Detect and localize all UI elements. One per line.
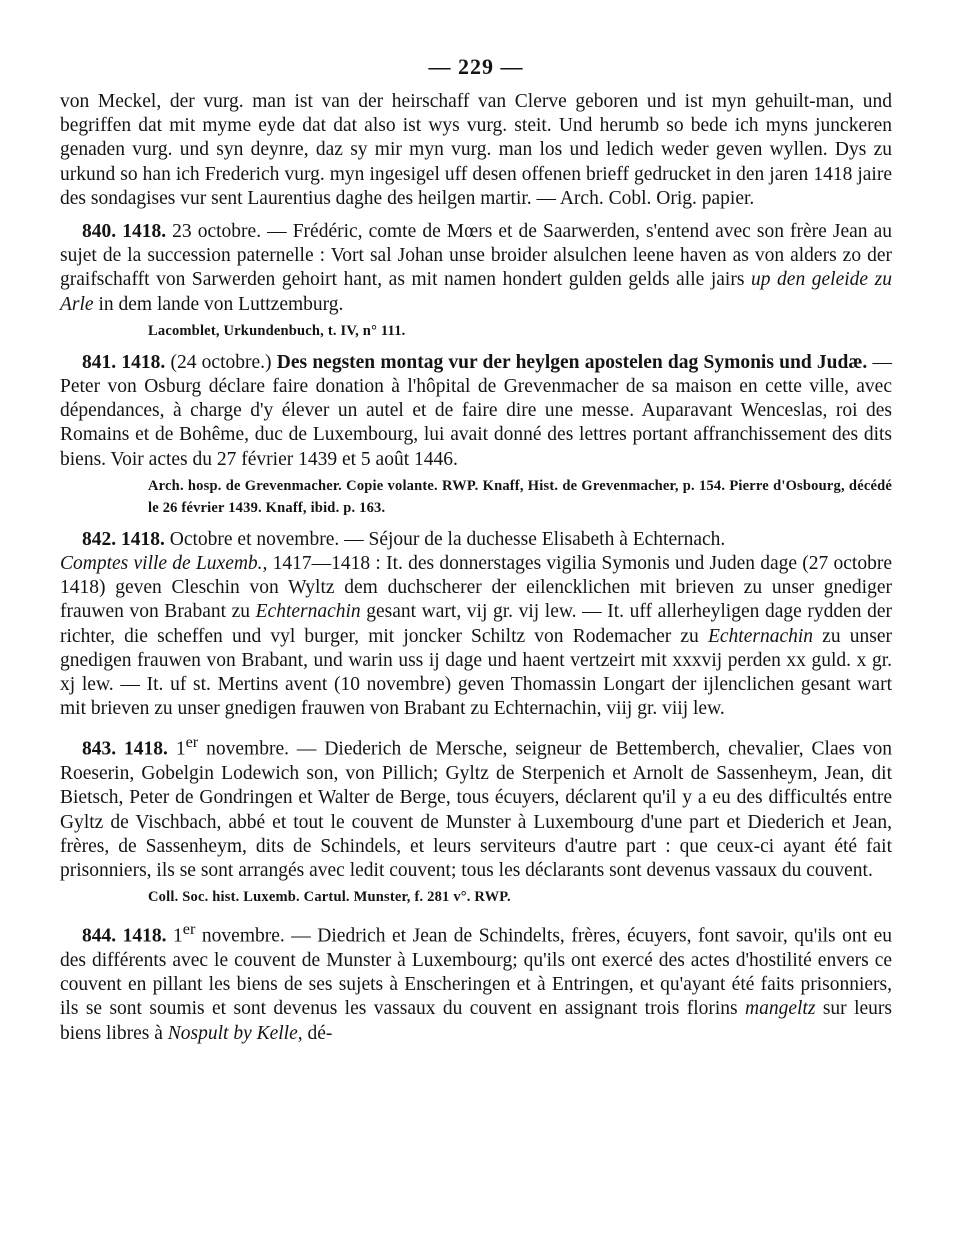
entry-italic: mangeltz bbox=[745, 998, 816, 1020]
entry-841-source: Arch. hosp. de Grevenmacher. Copie volante. RWP. Knaff, Hist. de Grevenmacher, p. 154. Pierre d'Osbourg, décédé le 26 février 1439. Knaff, ibid. p. 163. bbox=[148, 477, 892, 516]
entry-text: Octobre et novembre. — Séjour de la duchesse Elisabeth à Echternach. bbox=[169, 528, 726, 550]
entry-italic: up den geleide zu Arle bbox=[60, 269, 892, 315]
entry-day: 1 bbox=[173, 925, 183, 947]
entry-bold-phrase: Des negsten montag vur der heylgen apostelen dag Symonis und Judæ. bbox=[276, 351, 868, 373]
page-number: — 229 — bbox=[428, 54, 524, 79]
accounts-text-1: 1417—1418 : It. des donnerstages vigilia Symonis und Juden dage (27 octobre 1418) geven Cleschin von Wyltz dem duchscherer der eilencklichen mit brieven zu unser gnediger frauwen von Brabant zu bbox=[60, 553, 892, 623]
entry-841 bbox=[60, 351, 892, 472]
entry-text: novembre. — Diedrich et Jean de Schindelts, frères, écuyers, font savoir, qu'ils ont eu des différents avec le couvent de Munster à Luxembourg; qu'ils ont exercé des actes d'hostilité envers ce couvent en pillant les biens de ses sujets à Enscheringen et à Entringen, et qu'ayant été faits prisonniers, ils se sont soumis et sont devenus les vassaux du couvent en assignant trois florins bbox=[60, 925, 892, 1020]
entry-843 bbox=[60, 730, 892, 883]
entry-year: 1418. bbox=[121, 351, 166, 373]
document-page bbox=[60, 52, 892, 1046]
entry-840-source: Lacomblet, Urkundenbuch, t. IV, n° 111. bbox=[148, 322, 406, 339]
entry-text-after: dé- bbox=[302, 1022, 333, 1044]
entry-day-sup: er bbox=[185, 733, 199, 752]
entry-year: 1418. bbox=[122, 925, 167, 947]
entry-number: 841. bbox=[82, 351, 117, 373]
entry-text-mid: sur leurs biens libres à bbox=[60, 998, 892, 1044]
accounts-title: Comptes ville de Luxemb., bbox=[60, 553, 268, 575]
entry-year: 1418. bbox=[121, 528, 165, 550]
entry-842-accounts bbox=[60, 552, 892, 721]
entry-number: 842. bbox=[82, 528, 117, 550]
accounts-text-2: gesant wart, vij gr. vij lew. — It. uff allerheyligen dage rydden der richter, die scheffen und vyl burger, mit joncker Schiltz von Rodemacher zu bbox=[60, 601, 892, 647]
place-name: Echternachin bbox=[255, 601, 361, 623]
entry-text: 23 octobre. — Frédéric, comte de Mœrs et de Saarwerden, s'entend avec son frère Jean au sujet de la succession paternelle : Vort sal Johan unse broider alsulchen leene haven as von alders zo der graifschafft von Sarwerden gehoirt hant, as mit namen hondert gulden gelds alle jairs bbox=[60, 221, 893, 291]
entry-text-after: in dem lande von Luttzemburg. bbox=[93, 293, 344, 315]
place-name: Echternachin bbox=[707, 625, 814, 647]
entry-day: 1 bbox=[175, 738, 186, 760]
entry-day-sup: er bbox=[182, 920, 196, 939]
entry-year: 1418. bbox=[124, 738, 168, 760]
entry-number: 844. bbox=[82, 925, 117, 947]
continuation-paragraph: von Meckel, der vurg. man ist van der heirschaff van Clerve geboren und ist myn gehuilt-man, und begriffen dat mit myme eyde dat dat also ist wys vurg. steit. Und herumb so bede ich myns junckeren genaden vurg. und syn deynre, daz sy mir myn vurg. man los und ledich weder geven wyllen. Dys zu urkund so han ich Frederich vurg. myn ingesigel uff desen offenen brieff gedrucket in den jaren 1418 jaire des sondagises vur sent Laurentius daghe des heilgen martir. — Arch. Cobl. Orig. papier. bbox=[60, 91, 892, 209]
accounts-text-3: zu unser gnedigen frauwen von Brabant, und warin uss ij dage und haent vertzeirt mit xxxvij perden xx guld. x gr. xj lew. — It. uf st. Mertins avent (10 novembre) geven Thomassin Longart der ijlenclichen gesant wart mit brieven zu unser gnedigen frauwen von Brabant zu Echternachin, viij gr. viij lew. bbox=[60, 625, 892, 720]
entry-number: 840. bbox=[82, 221, 117, 243]
place-name: Nospult by Kelle, bbox=[167, 1022, 303, 1044]
entry-text: — Peter von Osburg déclare faire donation à l'hôpital de Grevenmacher de sa maison en cette ville, avec dépendances, à charge d'y élever un autel et de faire dire une messe. Auparavant Wenceslas, roi des Romains et de Bohême, duc de Luxembourg, lui avait donné des lettres portant affranchissement des dits biens. Voir actes du 27 février 1439 et 5 août 1446. bbox=[60, 351, 893, 470]
entry-year: 1418. bbox=[122, 221, 167, 243]
entry-840 bbox=[60, 220, 892, 317]
entry-843-source: Coll. Soc. hist. Luxemb. Cartul. Munster, f. 281 v°. RWP. bbox=[148, 889, 511, 906]
entry-844 bbox=[60, 917, 892, 1046]
entry-842 bbox=[60, 528, 892, 552]
entry-date: (24 octobre.) bbox=[170, 351, 272, 373]
entry-text: novembre. — Diederich de Mersche, seigneur de Bettemberch, chevalier, Claes von Roeserin, Gobelgin Lodewich son, von Pillich; Gyltz de Sterpenich et Arnolt de Sassenheym, Jean, dit Bietsch, Peter de Gondringen et Walter de Berge, tous écuyers, déclarent qu'il y a eu des difficultés entre Gyltz de Vischbach, abbé et tout le couvent de Munster à Luxembourg d'une part et Diederich et Jean, frères, de Sassenheym, dits de Schindels, et leurs serviteurs d'autre part : que ceux-ci ayant été fait prisonniers, ils se sont arrangés avec ledit couvent; tous les déclarants sont devenus vassaux du couvent. bbox=[60, 738, 893, 881]
entry-number: 843. bbox=[82, 738, 117, 760]
